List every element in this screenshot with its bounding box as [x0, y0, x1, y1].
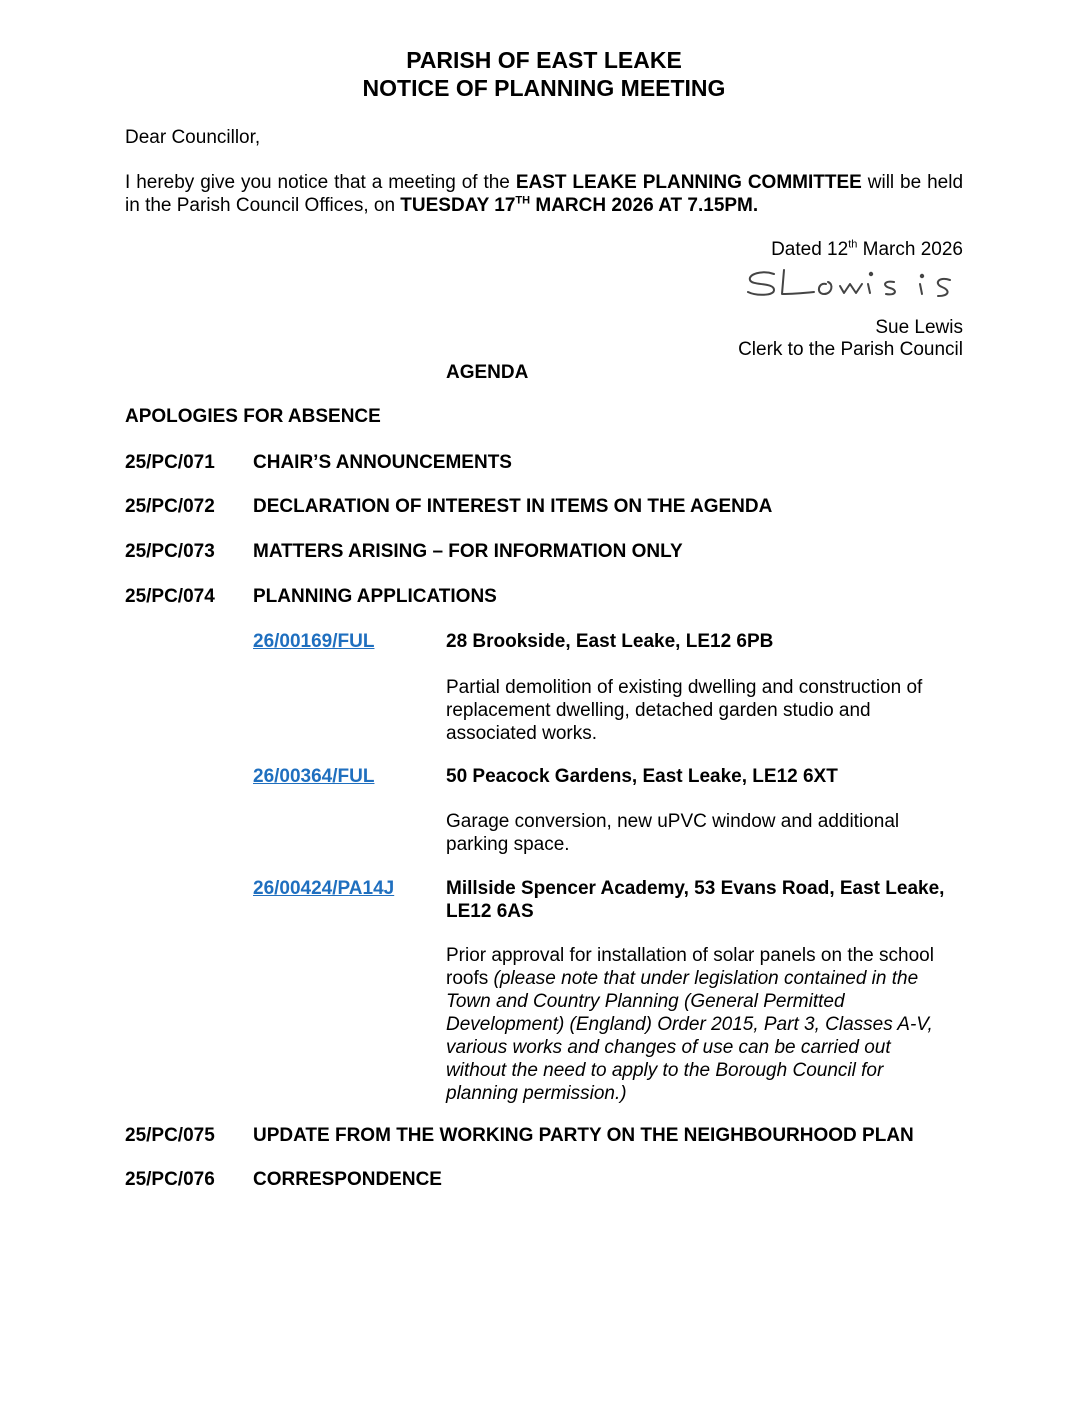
description-line: Garage conversion, new uPVC window and additional	[446, 811, 900, 832]
notice-text-1: I hereby give you notice that a meeting of the	[125, 172, 510, 193]
item-ref: 25/PC/071	[125, 452, 215, 473]
item-ref: 25/PC/073	[125, 541, 215, 562]
description-line: replacement dwelling, detached garden studio and	[446, 700, 871, 721]
address-line: LE12 6AS	[446, 901, 534, 922]
description-note: Development) (England) Order 2015, Part 3, Classes A-V,	[446, 1014, 933, 1035]
application-address: 28 Brookside, East Leake, LE12 6PB	[446, 631, 774, 652]
item-title: UPDATE FROM THE WORKING PARTY ON THE NEIGHBOURHOOD PLAN	[253, 1125, 914, 1146]
description-note: Town and Country Planning (General Permitted	[446, 991, 845, 1012]
dated-rest: March 2026	[862, 239, 963, 260]
application-link[interactable]: 26/00364/FUL	[253, 766, 375, 787]
title-line-2: NOTICE OF PLANNING MEETING	[362, 75, 726, 101]
item-ref: 25/PC/075	[125, 1125, 215, 1146]
application-address	[446, 877, 966, 923]
item-title: MATTERS ARISING – FOR INFORMATION ONLY	[253, 541, 683, 562]
notice-paragraph	[125, 171, 963, 217]
application-link[interactable]: 26/00424/PA14J	[253, 878, 395, 899]
meeting-date	[400, 195, 758, 216]
address-line: Millside Spencer Academy, 53 Evans Road, East Leake,	[446, 878, 945, 899]
signatory-role: Clerk to the Parish Council	[738, 339, 963, 360]
apologies-heading: APOLOGIES FOR ABSENCE	[125, 406, 381, 427]
description-note: planning permission.)	[446, 1083, 627, 1104]
item-title: CHAIR’S ANNOUNCEMENTS	[253, 452, 512, 473]
item-ref: 25/PC/074	[125, 586, 215, 607]
signature-image	[744, 266, 956, 302]
signatory-name: Sue Lewis	[875, 317, 963, 338]
description-note: (please note that under legislation contained in the	[493, 968, 919, 989]
dated-line	[771, 238, 963, 261]
dated-prefix: Dated 12	[771, 239, 849, 260]
item-title: PLANNING APPLICATIONS	[253, 586, 497, 607]
item-ref: 25/PC/076	[125, 1169, 215, 1190]
salutation: Dear Councillor,	[125, 127, 261, 148]
item-title: CORRESPONDENCE	[253, 1169, 442, 1190]
application-description	[446, 676, 946, 745]
description-line	[446, 967, 956, 990]
agenda-heading: AGENDA	[446, 362, 529, 383]
title-line-1: PARISH OF EAST LEAKE	[406, 47, 682, 73]
item-title: DECLARATION OF INTEREST IN ITEMS ON THE AGENDA	[253, 496, 773, 517]
application-address: 50 Peacock Gardens, East Leake, LE12 6XT	[446, 766, 838, 787]
description-line: associated works.	[446, 723, 598, 744]
description-note: various works and changes of use can be carried out	[446, 1037, 891, 1058]
description-text: roofs	[446, 968, 489, 989]
item-ref: 25/PC/072	[125, 496, 215, 517]
meeting-date-suffix: TH	[515, 194, 531, 207]
meeting-date-day: TUESDAY 17	[400, 195, 516, 216]
description-note: without the need to apply to the Borough Council for	[446, 1060, 884, 1081]
application-description	[446, 810, 946, 856]
description-line: Prior approval for installation of solar panels on the school	[446, 945, 934, 966]
dated-suffix: th	[848, 238, 858, 251]
application-description	[446, 944, 956, 1105]
description-line: parking space.	[446, 834, 570, 855]
committee-name: EAST LEAKE PLANNING COMMITTEE	[515, 172, 862, 193]
notice-text-2: will be held in the Parish Council Offices, on	[125, 172, 964, 216]
meeting-date-rest: MARCH 2026 AT 7.15PM.	[535, 195, 759, 216]
description-line: Partial demolition of existing dwelling and construction of	[446, 677, 923, 698]
application-link[interactable]: 26/00169/FUL	[253, 631, 375, 652]
